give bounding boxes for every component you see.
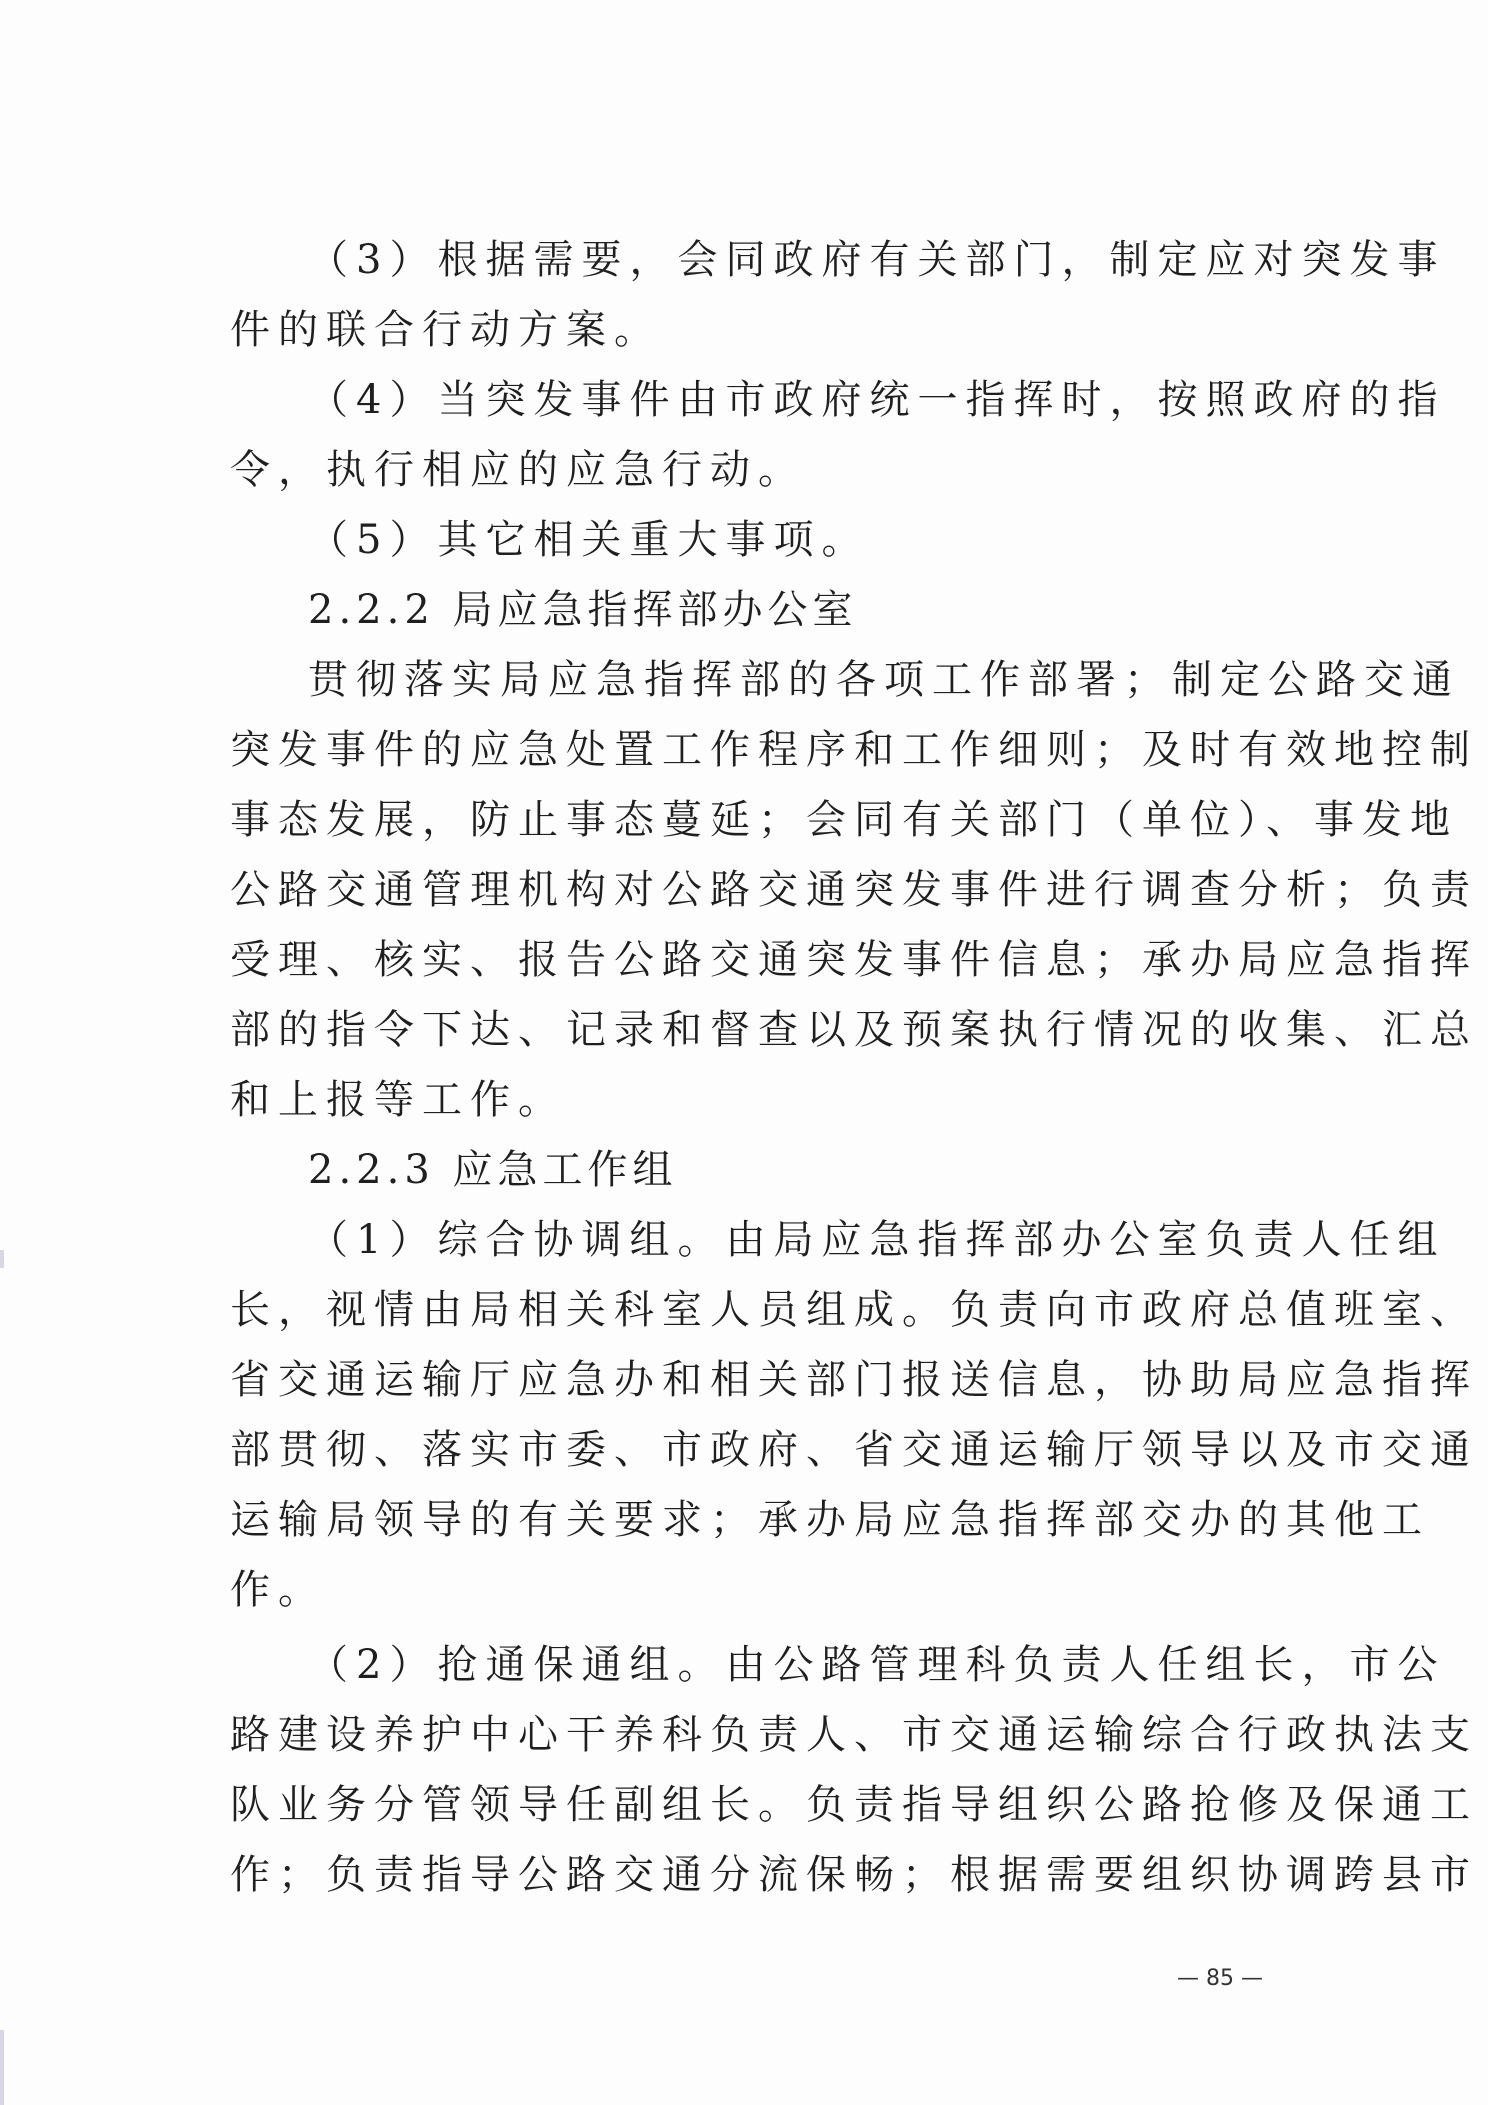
paragraph-line: （3）根据需要，会同政府有关部门，制定应对突发事	[308, 237, 1446, 283]
paragraph-line: 作。	[230, 1567, 326, 1613]
paragraph-line: 令，执行相应的应急行动。	[230, 447, 806, 493]
paragraph-line: 事态发展，防止事态蔓延；会同有关部门（单位）、事发地	[230, 797, 1458, 843]
paragraph-line: 件的联合行动方案。	[230, 307, 662, 353]
paragraph-line: 公路交通管理机构对公路交通突发事件进行调查分析；负责	[230, 867, 1478, 913]
paragraph-line: 贯彻落实局应急指挥部的各项工作部署；制定公路交通	[308, 657, 1460, 703]
paragraph-line: （2）抢通保通组。由公路管理科负责人任组长，市公	[308, 1642, 1446, 1688]
paragraph-line: 运输局领导的有关要求；承办局应急指挥部交办的其他工	[230, 1497, 1430, 1543]
paragraph-line: 省交通运输厅应急办和相关部门报送信息，协助局应急指挥	[230, 1357, 1478, 1403]
page-number: — 85 —	[1177, 1966, 1263, 1991]
section-heading: 2.2.3 应急工作组	[308, 1147, 678, 1193]
paragraph-line: 队业务分管领导任副组长。负责指导组织公路抢修及保通工	[230, 1782, 1478, 1828]
paragraph-line: 部贯彻、落实市委、市政府、省交通运输厅领导以及市交通	[230, 1427, 1478, 1473]
paragraph-line: 受理、核实、报告公路交通突发事件信息；承办局应急指挥	[230, 937, 1478, 983]
paragraph-line: （5）其它相关重大事项。	[308, 517, 870, 563]
paragraph-line: 突发事件的应急处置工作程序和工作细则；及时有效地控制	[230, 727, 1478, 773]
paragraph-line: 长，视情由局相关科室人员组成。负责向市政府总值班室、	[230, 1287, 1478, 1333]
paragraph-line: 路建设养护中心干养科负责人、市交通运输综合行政执法支	[230, 1712, 1478, 1758]
paragraph-line: 部的指令下达、记录和督查以及预案执行情况的收集、汇总	[230, 1007, 1478, 1053]
scan-edge-mark	[0, 1250, 4, 1268]
paragraph-line: （4）当突发事件由市政府统一指挥时，按照政府的指	[308, 377, 1446, 423]
paragraph-line: （1）综合协调组。由局应急指挥部办公室负责人任组	[308, 1217, 1446, 1263]
scan-edge-mark	[0, 2030, 4, 2105]
paragraph-line: 和上报等工作。	[230, 1077, 566, 1123]
section-heading: 2.2.2 局应急指挥部办公室	[308, 587, 858, 633]
paragraph-line: 作；负责指导公路交通分流保畅；根据需要组织协调跨县市	[230, 1852, 1478, 1898]
